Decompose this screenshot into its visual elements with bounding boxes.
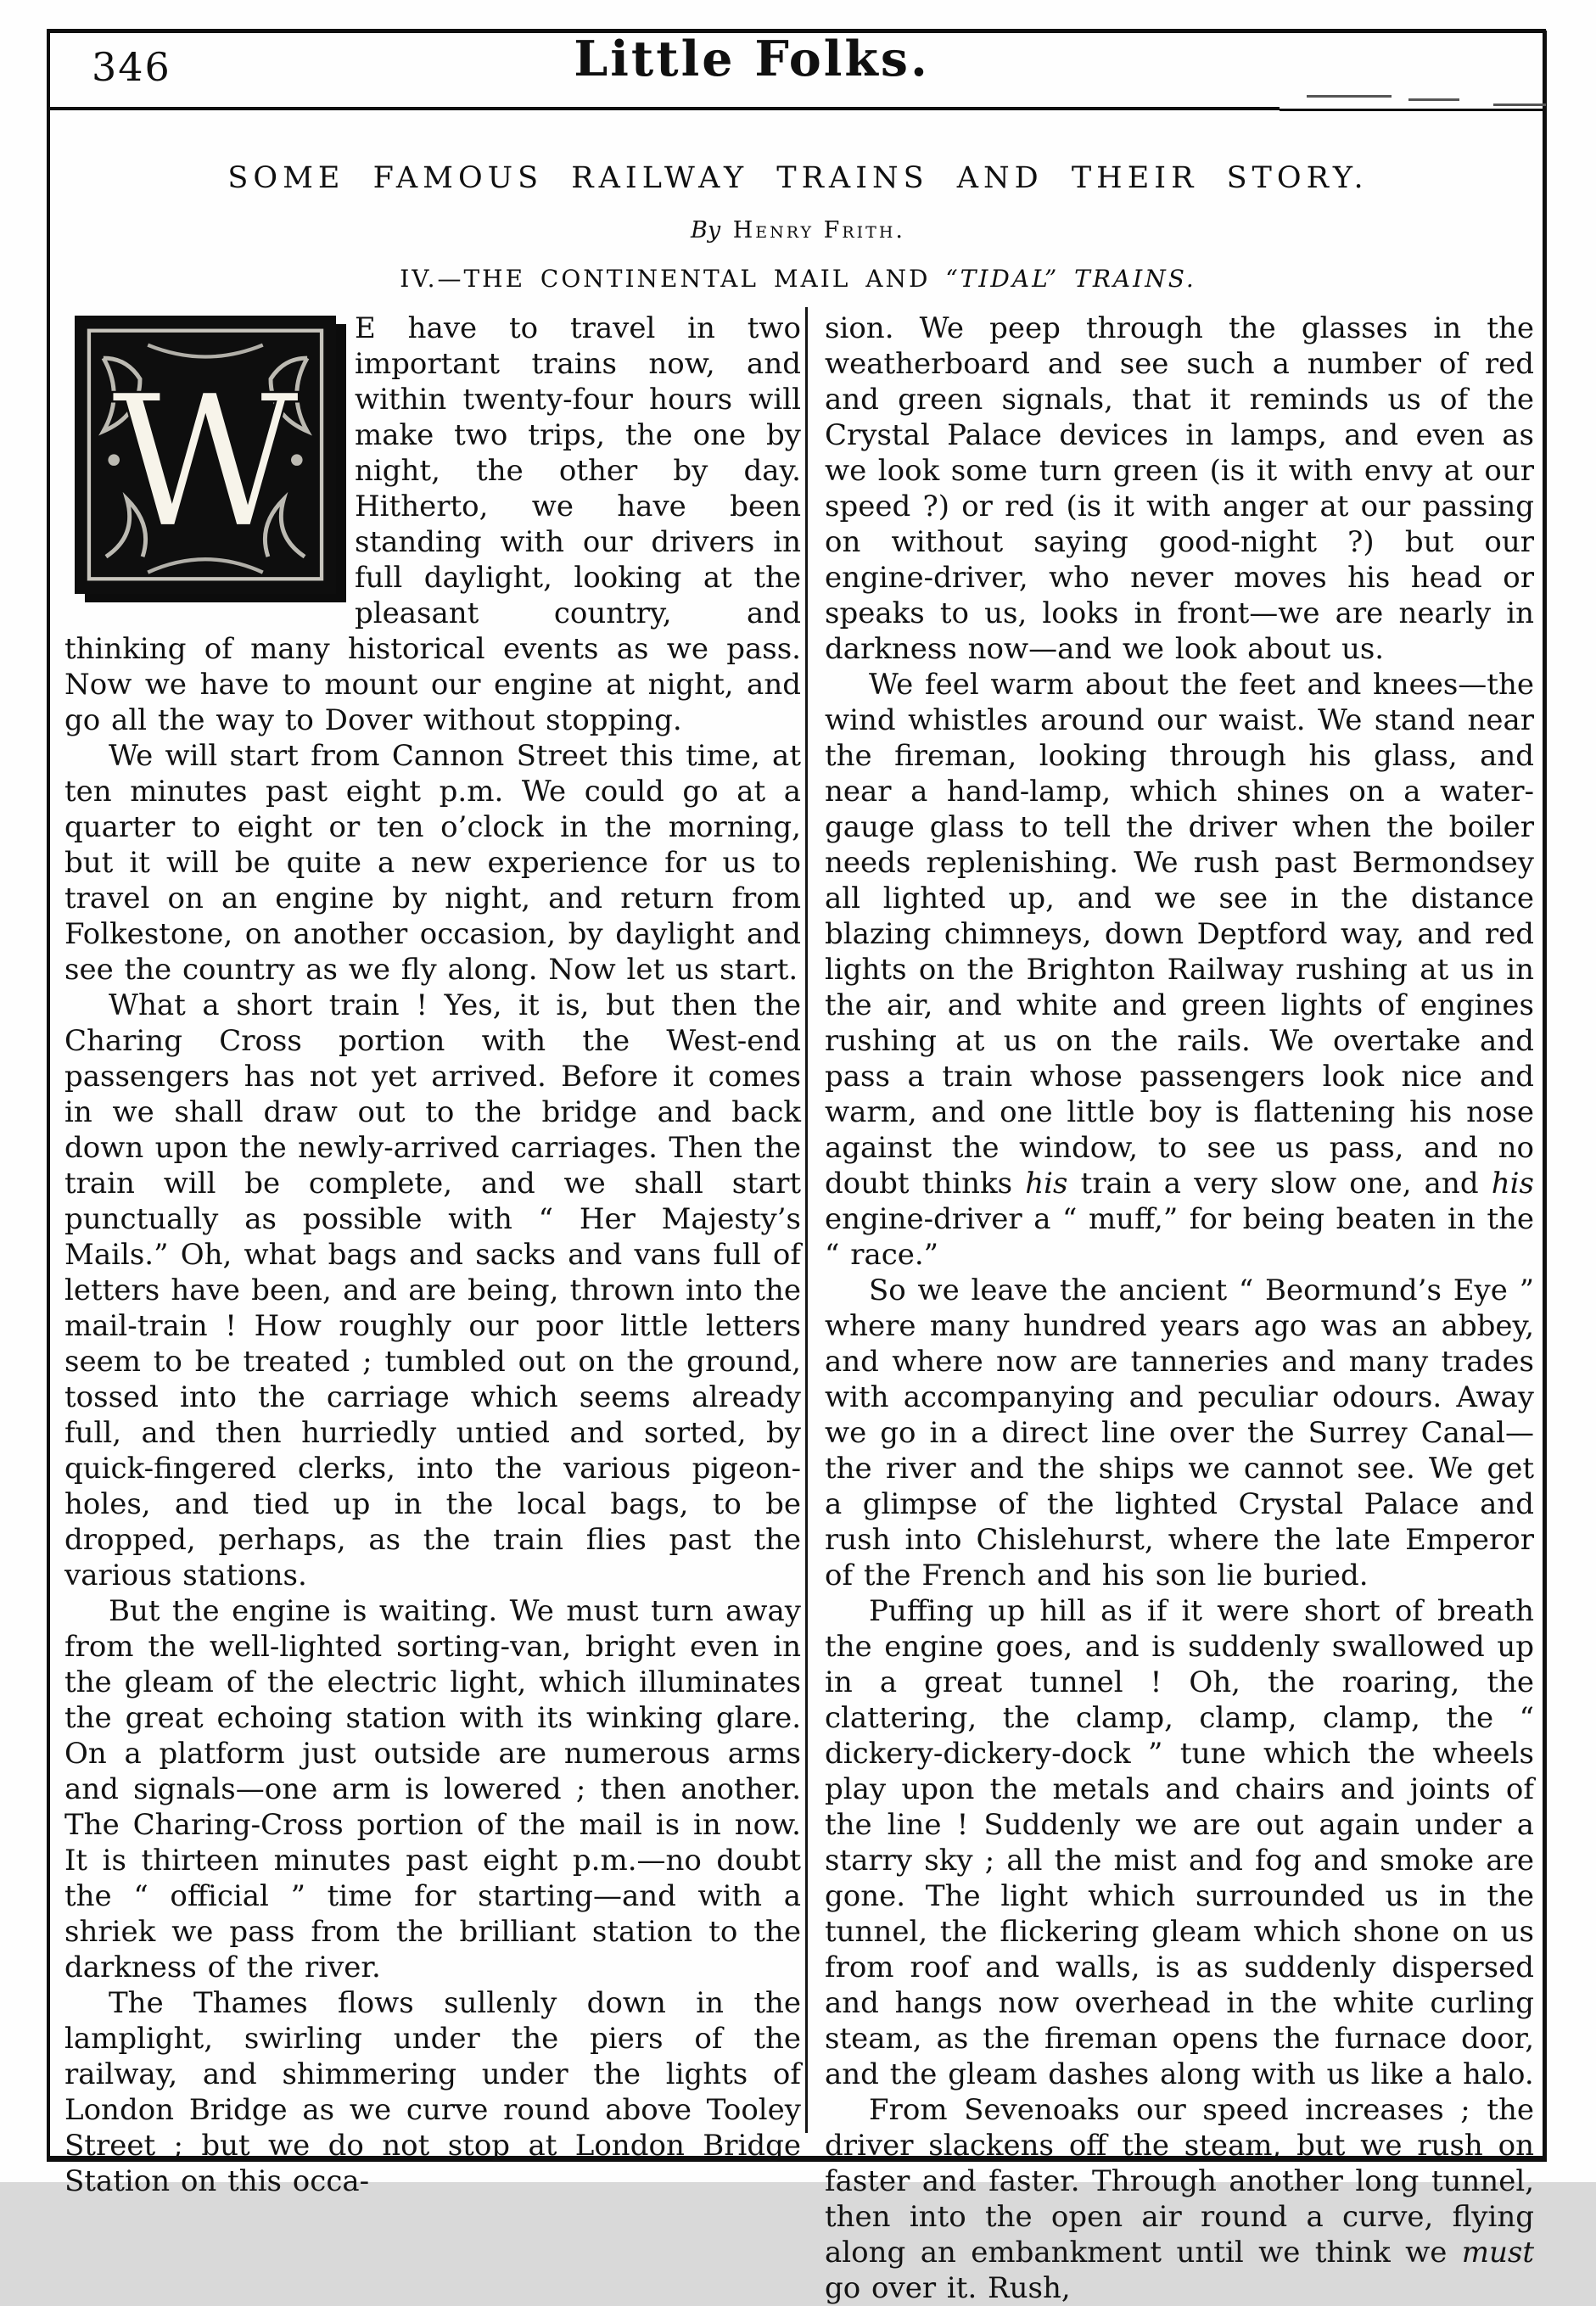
header-rule [49, 107, 1280, 110]
page-border-right [1543, 31, 1547, 2162]
text-run: go over it. Rush, [825, 2271, 1071, 2305]
paragraph [64, 1985, 801, 2199]
journal-title: Little Folks. [574, 31, 930, 87]
text-run: sion. We peep through the glasses in the weatherboard and see such a number of red and green signals, that it reminds us of the Crystal Palace devices in lamps, and even as we look some turn green (is it with envy at our speed ?) or red (is it with anger at our passing on without saying good-night ?) but our engine-driver, who never moves his head or speaks to us, looks in front—we are nearly in darkness now—and we look about us. [825, 311, 1534, 666]
italic-text-run: his [1025, 1167, 1068, 1201]
byline-author: Henry Frith. [732, 217, 905, 243]
section-heading-text: IV.—THE CONTINENTAL MAIL AND [400, 265, 946, 293]
section-heading [0, 265, 1596, 293]
header-rule-broken [1280, 109, 1546, 111]
text-run: We feel warm about the feet and knees—the wind whistles around our waist. We stand near the fireman, looking through his glass, and near a hand-lamp, which shines on a water-gauge glass to tell the driver when the boiler needs replenishing. We rush past Bermondsey all lighted up, and we see in the distance blazing chimneys, down Deptford way, and red lights on the Brighton Railway rushing at us in the air, and white and green lights of engines rushing at us on the rails. We overtake and pass a train whose passengers look nice and warm, and one little boy is flattening his nose against the window, to see us pass, and no doubt thinks [825, 668, 1534, 1201]
text-run: From Sevenoaks our speed increases ; the driver slackens off the steam, but we rush on faster and faster. Through another long tunnel, then into the open air round a curve, flying along an embankment until we think we [825, 2093, 1534, 2270]
byline-prefix: By [691, 217, 721, 243]
text-run: The Thames flows sullenly down in the lamplight, swirling under the piers of the railway, and shimmering under the lights of London Bridge as we curve round above Tooley Street ; but we do not stop at London Bridge Station on this occa- [64, 1986, 801, 2198]
paragraph [64, 738, 801, 988]
italic-text-run: must [1461, 2236, 1534, 2270]
scan-artifact [1307, 95, 1392, 98]
text-run: E have to travel in two important trains now, and within twenty-four hours will make two trips, the one by night, the other by day. Hitherto, we have been standing with our drivers in full daylight, looking at the pleasant country, and thinking of many historical events as we pass. Now we have to mount our engine at night, and go all the way to Dover without stopping. [64, 311, 801, 737]
page-number: 346 [92, 44, 171, 90]
text-run: We will start from Cannon Street this time, at ten minutes past eight p.m. We could go at a quarter to eight or ten o’clock in the morning, but it will be quite a new experience for us to travel on an engine by night, and return from Folkestone, on another occasion, by daylight and see the country as we fly along. Now let us start. [64, 739, 801, 987]
paragraph [825, 2092, 1534, 2306]
text-run: train a very slow one, and [1067, 1167, 1492, 1201]
right-column [825, 311, 1534, 2306]
paragraph [825, 1273, 1534, 1593]
woodcut-initial-icon [75, 316, 336, 594]
italic-text-run: his [1491, 1167, 1534, 1201]
paragraph [825, 311, 1534, 667]
scan-artifact [1493, 104, 1546, 106]
text-run: But the engine is waiting. We must turn away from the well-lighted sorting-van, bright even in the gleam of the electric light, which illuminates the great echoing station with its winking glare. On a platform just outside are numerous arms and signals—one arm is lowered ; then another. The Charing-Cross portion of the mail is in now. It is thirteen minutes past eight p.m.—no doubt the “ official ” time for starting—and with a shriek we pass from the brilliant station to the darkness of the river. [64, 1594, 801, 1984]
byline [0, 217, 1596, 243]
column-divider-rule [805, 307, 808, 2133]
paragraph [825, 1593, 1534, 2092]
scan-artifact [1408, 98, 1459, 101]
text-run: What a short train ! Yes, it is, but then the Charing Cross portion with the West-end passengers has not yet arrived. Before it comes in we shall draw out to the bridge and back down upon the newly-arrived carriages. Then the train will be complete, and we shall start punctually as possible with “ Her Majesty’s Mails.” Oh, what bags and sacks and vans full of letters have been, and are being, thrown into the mail-train ! How roughly our poor little letters seem to be treated ; tumbled out on the ground, tossed into the carriage which seems already full, and then hurriedly untied and sorted, by quick-fingered clerks, into the various pigeon-holes, and tied up in the local bags, to be dropped, perhaps, as the train flies past the various stations. [64, 988, 801, 1592]
text-run: So we leave the ancient “ Beormund’s Eye ” where many hundred years ago was an abbey, and where now are tanneries and many trades with accompanying and peculiar odours. Away we go in a direct line over the Surrey Canal—the river and the ships we cannot see. We get a glimpse of the lighted Crystal Palace and rush into Chislehurst, where the late Emperor of the French and his son lie buried. [825, 1273, 1534, 1592]
left-column [64, 311, 801, 2199]
paragraph [825, 667, 1534, 1273]
text-run: Puffing up hill as if it were short of breath the engine goes, and is suddenly swallowed up in a great tunnel ! Oh, the roaring, the clattering, the clamp, clamp, clamp, the “ dickery-dickery-dock ” tune which the wheels play upon the metals and chairs and joints of the line ! Suddenly we are out again under a starry sky ; all the mist and fog and smoke are gone. The light which surrounded us in the tunnel, the flickering gleam which shone on us from roof and walls, is as suddenly dispersed and hangs now overhead in the white curling steam, as the fireman opens the furnace door, and the gleam dashes along with us like a halo. [825, 1594, 1534, 2091]
paragraph [64, 988, 801, 1593]
drop-cap-letter: W [111, 355, 300, 569]
article-title: SOME FAMOUS RAILWAY TRAINS AND THEIR STORY. [227, 161, 1369, 195]
section-heading-italic: “TIDAL” TRAINS. [945, 265, 1196, 293]
paragraph [64, 1593, 801, 1985]
text-run: engine-driver a “ muff,” for being beaten in the “ race.” [825, 1202, 1534, 1272]
page-border-left [47, 29, 50, 2162]
drop-cap-woodcut [75, 316, 336, 594]
